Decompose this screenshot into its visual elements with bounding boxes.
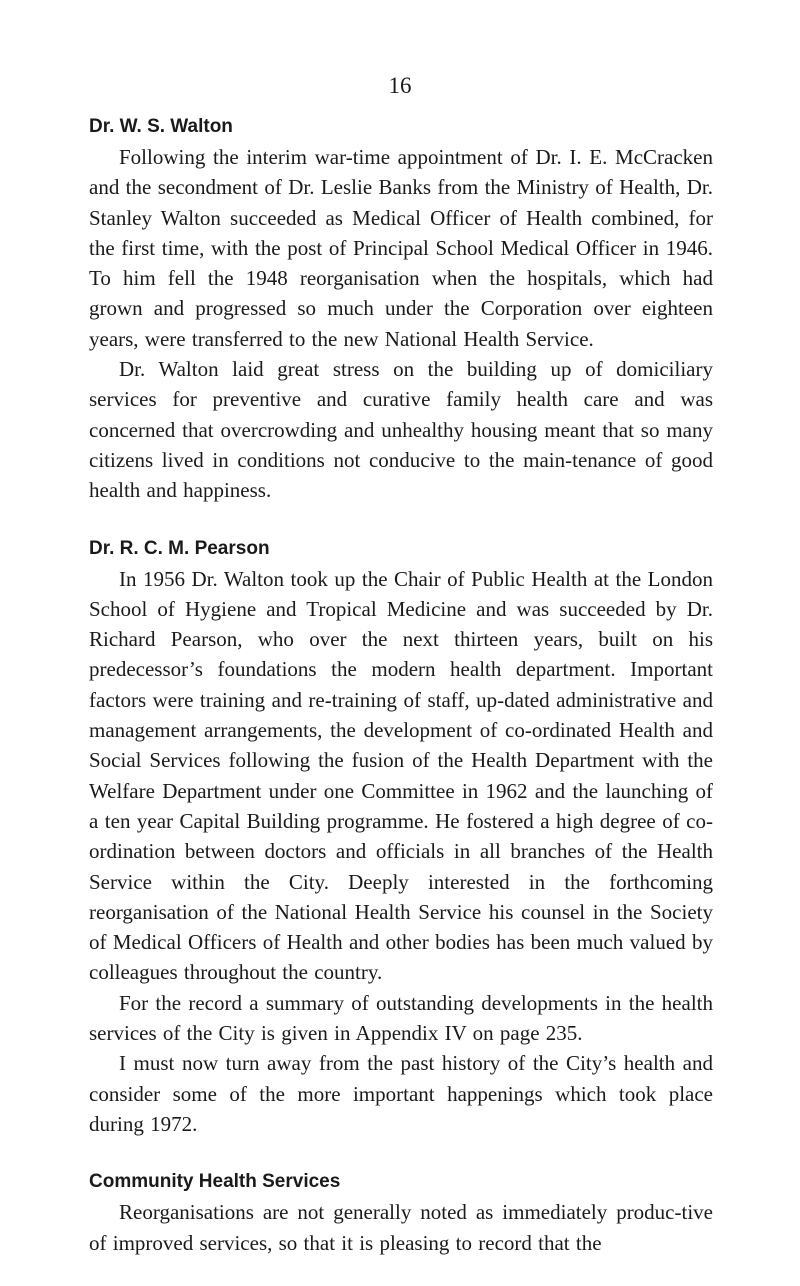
paragraph: In 1956 Dr. Walton took up the Chair of Public Health at the London School of Hygiene and Tropical Medicine and was succeeded by Dr. Richard Pearson, who over the next thirteen years, built on his predecessor’s foundations the modern health department. Important factors were training and re-training of staff, up-dated administrative and management arrangements, the development of co-ordinated Health and Social Services following the fusion of the Health Department with the Welfare Department under one Committee in 1962 and the launching of a ten year Capital Building programme. He fostered a high degree of co-ordination between doctors and officials in all branches of the Health Service within the City. Deeply interested in the forthcoming reorganisation of the National Health Service his counsel in the Society of Medical Officers of Health and other bodies has been much valued by colleagues throughout the country. [89, 566, 713, 985]
paragraph: I must now turn away from the past history of the City’s health and consider some of the more important happenings which took place during 1972. [89, 1051, 713, 1136]
paragraph: Reorganisations are not generally noted as immediately produc-tive of improved services, so that it is pleasing to record that the [89, 1200, 713, 1255]
section-heading: Dr. W. S. Walton [89, 116, 233, 137]
page-body [89, 112, 713, 1286]
paragraph: For the record a summary of outstanding developments in the health services of the City is given in Appendix IV on page 235. [89, 990, 713, 1046]
paragraph: Following the interim war-time appointment of Dr. I. E. McCracken and the secondment of Dr. Leslie Banks from the Ministry of Health, Dr. Stanley Walton succeeded as Medical Officer of Health combined, for the first time, with the post of Principal School Medical Officer in 1946. To him fell the 1948 reorganisation when the hospitals, which had grown and progressed so much under the Corporation over eighteen years, were transferred to the new National Health Service. [89, 145, 713, 351]
paragraph: Dr. Walton laid great stress on the building up of domiciliary services for preventive and curative family health care and was concerned that overcrowding and unhealthy housing meant that so many citizens lived in conditions not conducive to the main-tenance of good health and happiness. [89, 357, 713, 503]
section-community-health [89, 1167, 713, 1258]
section-heading: Dr. R. C. M. Pearson [89, 537, 270, 559]
section-walton [89, 112, 713, 506]
page-number: 16 [388, 73, 412, 98]
section-pearson [89, 534, 713, 1140]
section-heading: Community Health Services [89, 1171, 341, 1193]
